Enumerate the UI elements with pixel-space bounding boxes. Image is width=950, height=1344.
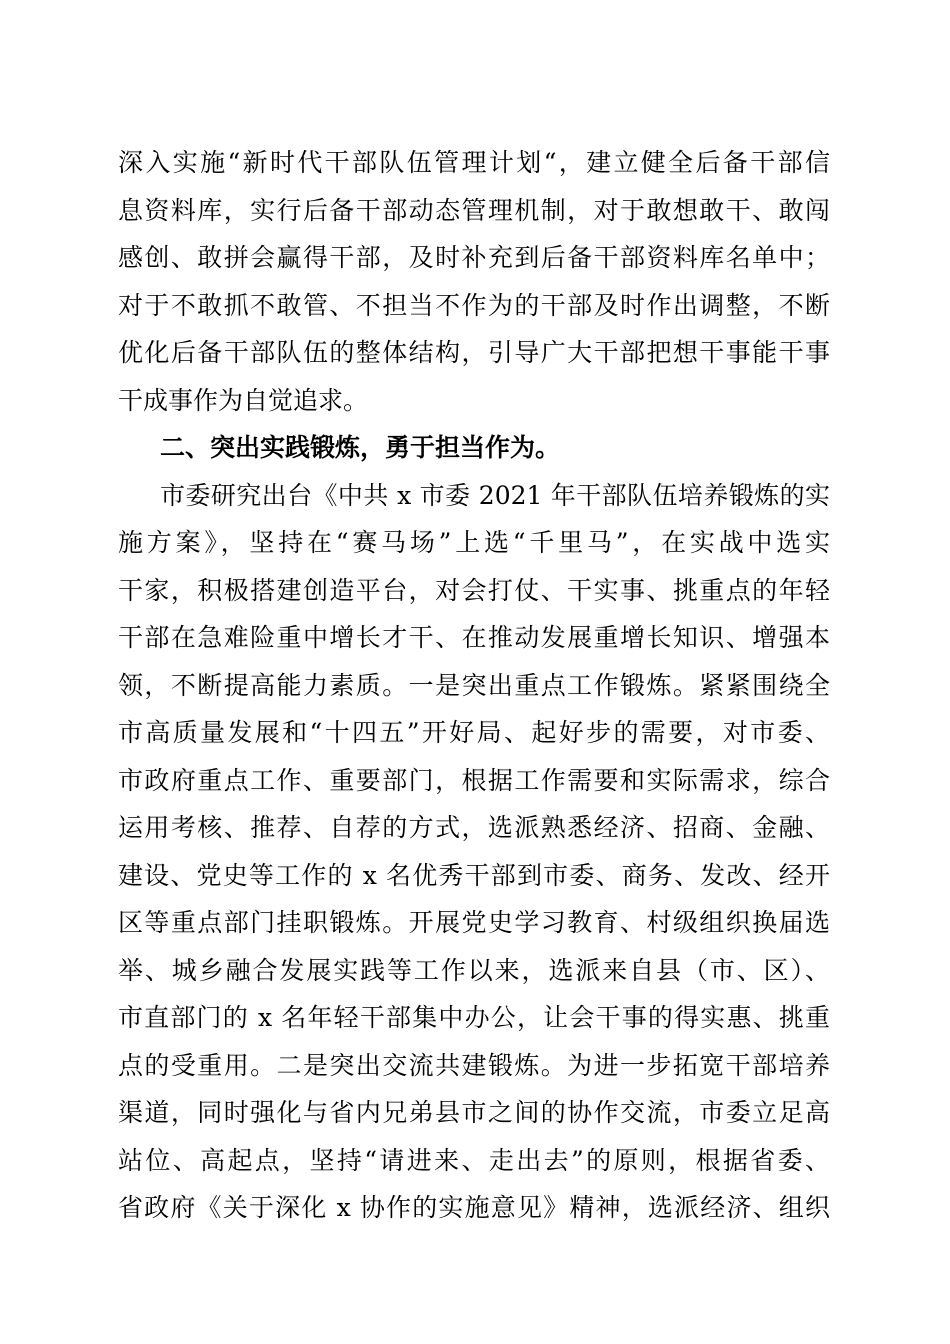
paragraph2-line-4: 干部在急难险重中增长才干、在推动发展重增长知识、增强本	[118, 623, 830, 652]
paragraph1-line-1: 深入实施“新时代干部队伍管理计划“，建立健全后备干部信	[118, 148, 830, 177]
paragraph2-line-14: 渠道，同时强化与省内兄弟县市之间的协作交流，市委立足高	[118, 1098, 830, 1127]
paragraph2-line-15: 站位、高起点，坚持“请进来、走出去”的原则，根据省委、	[118, 1146, 830, 1175]
paragraph1-line-2: 息资料库，实行后备干部动态管理机制，对于敢想敢干、敢闯	[118, 196, 830, 225]
section-heading: 二、突出实践锻炼，勇于担当作为。	[160, 433, 561, 462]
paragraph2-line-16: 省政府《关于深化 x 协作的实施意见》精神，选派经济、组织	[118, 1193, 830, 1222]
paragraph1-line-3: 感创、敢拼会赢得干部，及时补充到后备干部资料库名单中；	[118, 243, 830, 272]
paragraph2-line-12: 市直部门的 x 名年轻干部集中办公，让会干事的得实惠、挑重	[118, 1003, 830, 1032]
paragraph1-line-5: 优化后备干部队伍的整体结构，引导广大干部把想干事能干事	[118, 338, 830, 367]
paragraph2-line-9: 建设、党史等工作的 x 名优秀干部到市委、商务、发改、经开	[118, 861, 830, 890]
paragraph2-line-3: 干家，积极搭建创造平台，对会打仗、干实事、挑重点的年轻	[118, 576, 830, 605]
paragraph2-line-13: 点的受重用。二是突出交流共建锻炼。为进一步拓宽干部培养	[118, 1051, 830, 1080]
paragraph2-line-8: 运用考核、推荐、自荐的方式，选派熟悉经济、招商、金融、	[118, 813, 830, 842]
paragraph2-line-2: 施方案》，坚持在“赛马场”上选“千里马”，在实战中选实	[118, 528, 830, 557]
paragraph2-line-11: 举、城乡融合发展实践等工作以来，选派来自县（市、区）、	[118, 956, 830, 985]
paragraph1-line-4: 对于不敢抓不敢管、不担当不作为的干部及时作出调整，不断	[118, 291, 830, 320]
paragraph2-line-5: 领，不断提高能力素质。一是突出重点工作锻炼。紧紧围绕全	[118, 671, 830, 700]
paragraph1-line-6: 干成事作为自觉追求。	[118, 386, 369, 415]
paragraph2-line-7: 市政府重点工作、重要部门，根据工作需要和实际需求，综合	[118, 766, 830, 795]
paragraph2-line-6: 市高质量发展和“十四五”开好局、起好步的需要，对市委、	[118, 718, 830, 747]
paragraph2-line-1: 市委研究出台《中共 x 市委 2021 年干部队伍培养锻炼的实	[160, 481, 830, 510]
paragraph2-line-10: 区等重点部门挂职锻炼。开展党史学习教育、村级组织换届选	[118, 908, 830, 937]
